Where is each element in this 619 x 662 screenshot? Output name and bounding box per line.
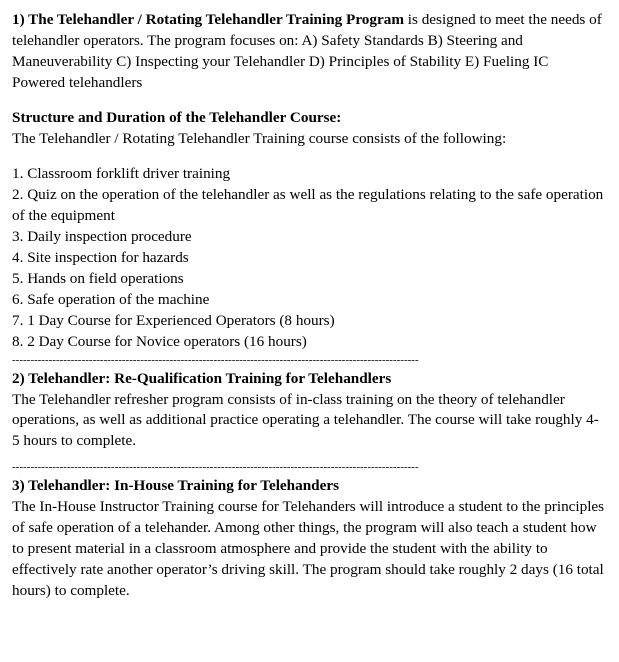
section-2-body: The Telehandler refresher program consists of in-class training on the theory of telehandler operations, as well as additional practice operating a telehandler. The course will take roughly 4-5 hours to complete.	[12, 390, 599, 450]
course-list	[12, 164, 605, 353]
section-divider: ---------------------------------------------------------------------------------------------------------------	[12, 354, 419, 366]
spacer	[12, 452, 605, 460]
list-item: 3. Daily inspection procedure	[12, 227, 192, 245]
section-2-title: 2) Telehandler: Re-Qualification Training for Telehandlers	[12, 369, 392, 387]
list-item: 6. Safe operation of the machine	[12, 290, 210, 308]
intro-body: is designed to meet the needs of telehandler operators. The program focuses on: A) Safety Standards B) Steering and Maneuverability C) Inspecting your Telehandler D) Principles of Stability E) Fueling IC Powered telehandlers	[12, 11, 602, 91]
intro-paragraph	[12, 10, 605, 94]
list-item: 4. Site inspection for hazards	[12, 248, 189, 266]
section-divider: ---------------------------------------------------------------------------------------------------------------	[12, 462, 419, 474]
list-item: 7. 1 Day Course for Experienced Operators (8 hours)	[12, 311, 335, 329]
list-item: 2. Quiz on the operation of the telehandler as well as the regulations relating to the safe operation of the equipment	[12, 185, 604, 224]
spacer	[12, 94, 605, 108]
spacer	[12, 150, 605, 164]
structure-intro: The Telehandler / Rotating Telehandler Training course consists of the following:	[12, 129, 507, 147]
section-3-title: 3) Telehandler: In-House Training for Telehanders	[12, 477, 340, 495]
list-item: 5. Hands on field operations	[12, 269, 184, 287]
structure-heading: Structure and Duration of the Telehandler Course:	[12, 108, 342, 126]
list-item: 1. Classroom forklift driver training	[12, 164, 231, 182]
section-3-body: The In-House Instructor Training course for Telehanders will introduce a student to the principles of safe operation of a telehander. Among other things, the program will also teach a student how to present material in a classroom atmosphere and provide the student with the ability to effectively rate another operator’s driving skill. The program should take roughly 2 days (16 total hours) to complete.	[12, 498, 605, 600]
list-item: 8. 2 Day Course for Novice operators (16 hours)	[12, 332, 307, 350]
intro-bold-lead: 1) The Telehandler / Rotating Telehandler Training Program	[12, 11, 404, 28]
